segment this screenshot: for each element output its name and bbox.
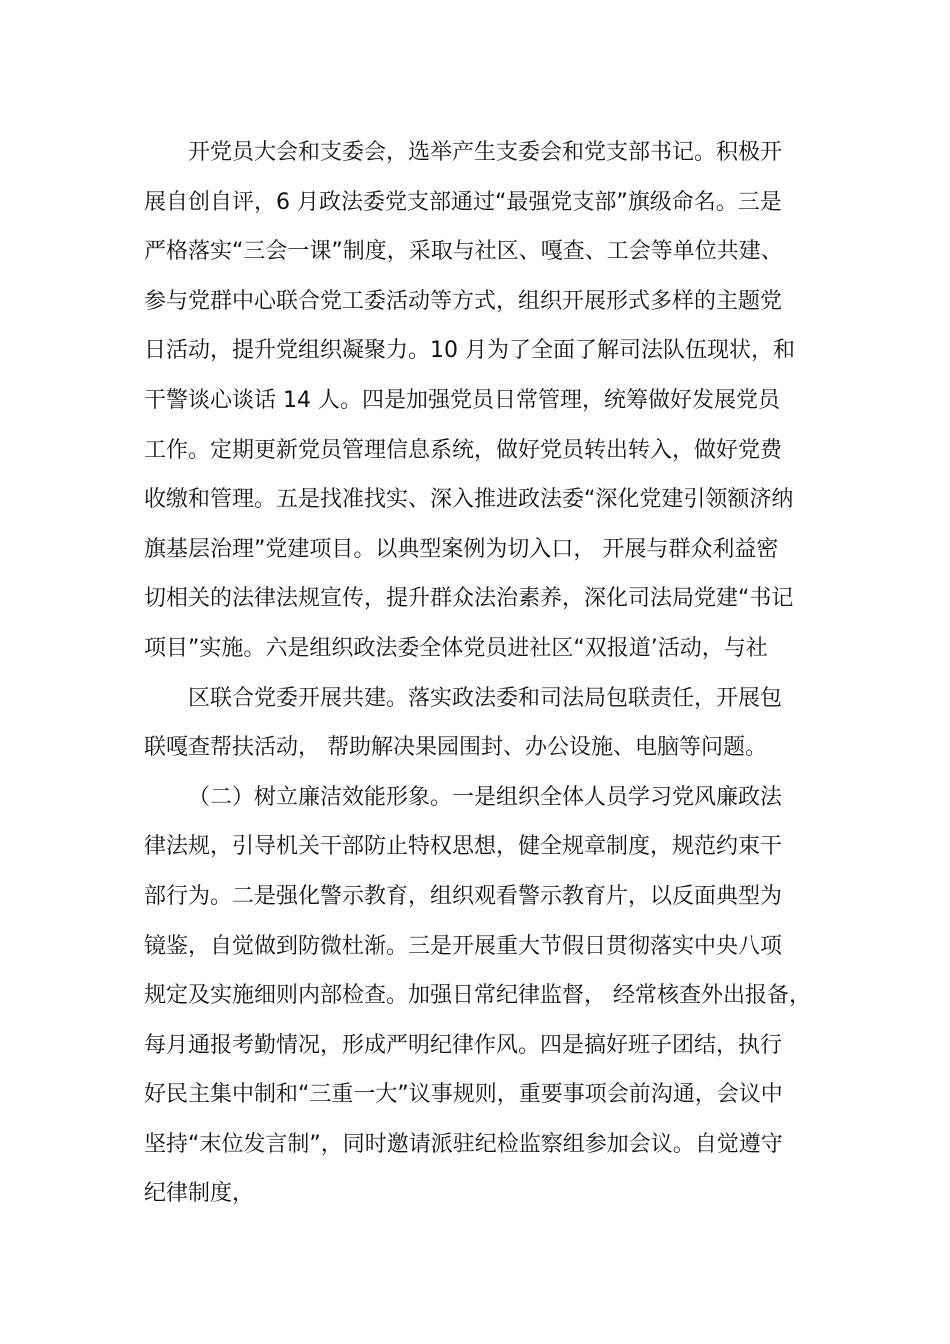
text-line: 规定及实施细则内部检查。加强日常纪律监督， 经常核查外出报备， bbox=[144, 983, 811, 1009]
text-line: 展自创自评，6 月政法委党支部通过“最强党支部”旗级命名。三是 bbox=[144, 189, 782, 215]
paragraph-2 bbox=[144, 674, 844, 773]
text-line: 旗基层治理”党建项目。以典型案例为切入口， 开展与群众利益密 bbox=[144, 536, 779, 562]
text-line: 区联合党委开展共建。落实政法委和司法局包联责任，开展包 bbox=[188, 685, 783, 711]
text-line: 工作。定期更新党员管理信息系统，做好党员转出转入，做好党费 bbox=[144, 437, 783, 463]
text-line: 好民主集中制和“三重一大”议事规则，重要事项会前沟通，会议中 bbox=[144, 1082, 783, 1108]
text-line: 坚持“末位发言制”，同时邀请派驻纪检监察组参加会议。自觉遵守 bbox=[144, 1131, 783, 1157]
text-line: 联嘎查帮扶活动， 帮助解决果园围封、办公设施、电脑等问题。 bbox=[144, 735, 767, 761]
text-line: 镜鉴，自觉做到防微杜渐。三是开展重大节假日贯彻落实中央八项 bbox=[144, 933, 783, 959]
text-line: 纪律制度， bbox=[144, 1181, 255, 1207]
text-line: 参与党群中心联合党工委活动等方式，组织开展形式多样的主题党 bbox=[144, 288, 783, 314]
text-line: 开党员大会和支委会，选举产生支委会和党支部书记。积极开 bbox=[188, 140, 783, 165]
text-line: 严格落实“三会一课”制度，采取与社区、嘎查、工会等单位共建、 bbox=[144, 239, 783, 265]
text-line: 日活动，提升党组织凝聚力。10 月为了全面了解司法队伍现状，和 bbox=[144, 338, 795, 364]
text-line: 项目”实施。六是组织政法委全体党员进社区“双报道’活动，与社 bbox=[144, 635, 768, 661]
text-line: （二）树立廉洁效能形象。一是组织全体人员学习党风廉政法 bbox=[188, 784, 783, 810]
text-line: 干警谈心谈话 14 人。四是加强党员日常管理，统筹做好发展党员 bbox=[144, 387, 780, 413]
paragraph-1 bbox=[144, 128, 844, 674]
document-body bbox=[144, 128, 844, 1219]
text-line: 收缴和管理。五是找准找实、深入推进政法委“深化党建引领额济纳 bbox=[144, 487, 794, 513]
text-line: 每月通报考勤情况，形成严明纪律作风。四是搞好班子团结，执行 bbox=[144, 1032, 783, 1058]
text-line: 律法规，引导机关干部防止特权思想，健全规章制度，规范约束干 bbox=[144, 834, 783, 860]
text-line: 部行为。二是强化警示教育，组织观看警示教育片，以反面典型为 bbox=[144, 883, 783, 909]
paragraph-3 bbox=[144, 773, 844, 1219]
text-line: 切相关的法律法规宣传，提升群众法治素养，深化司法局党建“书记 bbox=[144, 586, 794, 612]
